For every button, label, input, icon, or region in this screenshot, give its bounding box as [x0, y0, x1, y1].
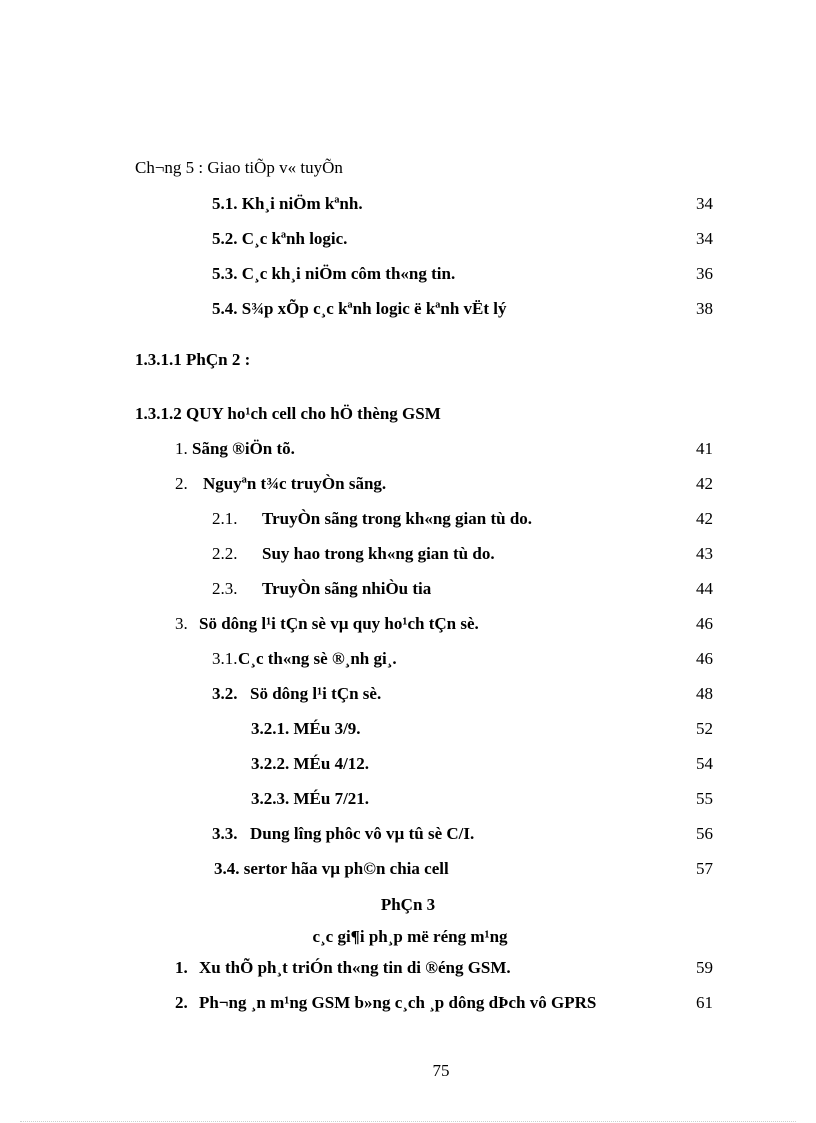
toc-entry-label: Ph¬ng ¸n m¹ng GSM b»ng c¸ch ¸p dông dÞch vô GPRS — [199, 993, 597, 1012]
toc-entry-page: 38 — [696, 299, 713, 318]
toc-entry — [212, 824, 474, 844]
toc-entry-label: Dung lîng phôc vô vµ tû sè C/I. — [250, 824, 475, 843]
page-number: 75 — [432, 1061, 450, 1080]
toc-entry-label: Xu thÕ ph¸t triÓn th«ng tin di ®éng GSM. — [199, 958, 511, 977]
toc-entry-label: 3.2.2. MÉu 4/12. — [251, 754, 370, 773]
part-subtitle: c¸c gi¶i ph¸p më réng m¹ng — [312, 927, 508, 946]
toc-entry-page: 43 — [696, 544, 713, 563]
part-heading: 1.3.1.1 PhÇn 2 : — [135, 350, 251, 369]
toc-entry-page: 54 — [696, 754, 713, 773]
toc-entry-number: 3.3. — [212, 824, 238, 843]
toc-entry-page: 56 — [696, 824, 713, 843]
toc-entry-number: 3. — [175, 614, 188, 633]
toc-entry-page: 52 — [696, 719, 713, 738]
toc-entry-number: 2.3. — [212, 579, 238, 598]
toc-entry-number: 2. — [175, 993, 188, 1012]
part-title: PhÇn 3 — [380, 895, 436, 914]
page-bottom-divider — [20, 1121, 796, 1122]
toc-entry-label: 5.2. C¸c kªnh logic. — [212, 229, 348, 248]
toc-entry-page: 61 — [696, 993, 713, 1012]
toc-entry — [175, 474, 386, 494]
section-heading: 1.3.1.2 QUY ho¹ch cell cho hÖ thèng GSM — [135, 404, 441, 423]
toc-entry-label: 3.2.1. MÉu 3/9. — [251, 719, 361, 738]
toc-entry — [175, 439, 295, 459]
toc-entry-number: 2.2. — [212, 544, 238, 563]
toc-entry — [212, 509, 532, 529]
toc-entry-page: 36 — [696, 264, 713, 283]
toc-entry-page: 44 — [696, 579, 713, 598]
toc-entry-page: 42 — [696, 474, 713, 493]
toc-entry-page: 42 — [696, 509, 713, 528]
toc-entry — [212, 579, 431, 599]
toc-entry-page: 59 — [696, 958, 713, 977]
toc-entry-number: 2.1. — [212, 509, 238, 528]
toc-entry-label: Sãng ®iÖn tõ. — [192, 439, 295, 458]
toc-entry-label: Sö dông l¹i tÇn sè vµ quy ho¹ch tÇn sè. — [199, 614, 479, 633]
toc-entry — [212, 649, 397, 669]
toc-entry-page: 41 — [696, 439, 713, 458]
toc-entry — [175, 993, 596, 1013]
toc-entry-page: 34 — [696, 194, 713, 213]
toc-entry — [175, 958, 511, 978]
toc-entry-label: 5.4. S¾p xÕp c¸c kªnh logic ë kªnh vËt lý — [212, 299, 507, 318]
toc-entry — [212, 684, 381, 704]
toc-entry-label: 5.3. C¸c kh¸i niÖm côm th«ng tin. — [212, 264, 456, 283]
toc-entry-label: TruyÒn sãng nhiÒu tia — [262, 579, 432, 598]
toc-entry-label: Nguyªn t¾c truyÒn sãng. — [203, 474, 387, 493]
toc-entry-label: 3.4. sertor hãa vµ ph©n chia cell — [214, 859, 449, 878]
toc-entry-label: TruyÒn sãng trong kh«ng gian tù do. — [262, 509, 533, 528]
toc-entry-label: Suy hao trong kh«ng gian tù do. — [262, 544, 495, 563]
toc-entry-number: 2. — [175, 474, 188, 493]
toc-entry — [212, 544, 495, 564]
toc-entry-number: 1. — [175, 439, 188, 458]
toc-entry-number: 1. — [175, 958, 188, 977]
toc-entry-page: 34 — [696, 229, 713, 248]
toc-entry-label: 3.2.3. MÉu 7/21. — [251, 789, 370, 808]
toc-entry-label: Sö dông l¹i tÇn sè. — [250, 684, 382, 703]
toc-entry-page: 48 — [696, 684, 713, 703]
toc-entry-page: 46 — [696, 649, 713, 668]
toc-entry-label: 5.1. Kh¸i niÖm kªnh. — [212, 194, 363, 213]
toc-entry-page: 46 — [696, 614, 713, 633]
toc-entry — [175, 614, 479, 634]
toc-entry-number: 3.1. — [212, 649, 238, 668]
toc-entry-number: 3.2. — [212, 684, 238, 703]
chapter-title: Ch¬ng 5 : Giao tiÕp v« tuyÕn — [135, 158, 343, 177]
toc-entry-label: C¸c th«ng sè ®¸nh gi¸. — [238, 649, 397, 668]
toc-entry-page: 55 — [696, 789, 713, 808]
toc-entry-page: 57 — [696, 859, 713, 878]
